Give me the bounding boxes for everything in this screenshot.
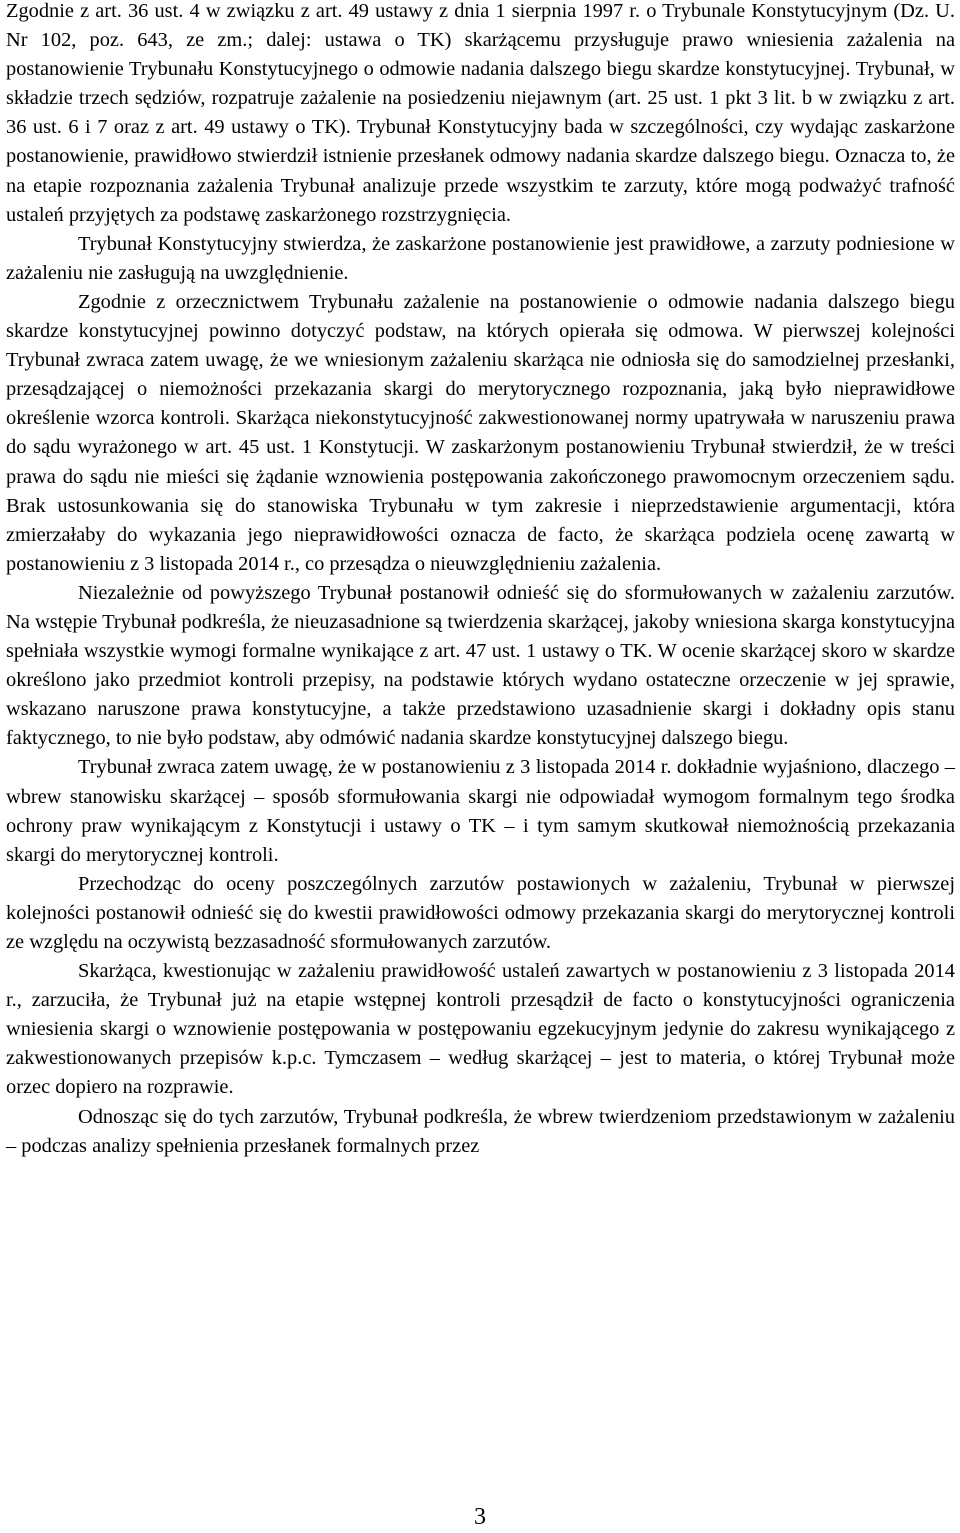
document-body bbox=[6, 0, 955, 1161]
paragraph: Trybunał zwraca zatem uwagę, że w postanowieniu z 3 listopada 2014 r. dokładnie wyjaśniono, dlaczego – wbrew stanowisku skarżącej – sposób sformułowania skargi nie odpowiadał wymogom formalnym tego środka ochrony praw wynikającym z Konstytucji i ustawy o TK – i tym samym skutkował niemożnością przekazania skargi do merytorycznej kontroli. bbox=[6, 756, 955, 866]
paragraph: Zgodnie z art. 36 ust. 4 w związku z art. 49 ustawy z dnia 1 sierpnia 1997 r. o Trybunale Konstytucyjnym (Dz. U. Nr 102, poz. 643, ze zm.; dalej: ustawa o TK) skarżącemu przysługuje prawo wniesienia zażalenia na postanowienie Trybunału Konstytucyjnego o odmowie nadania dalszego biegu skardze konstytucyjnej. Trybunał, w składzie trzech sędziów, rozpatruje zażalenie na posiedzeniu niejawnym (art. 25 ust. 1 pkt 3 lit. b w związku z art. 36 ust. 6 i 7 oraz z art. 49 ustawy o TK). Trybunał Konstytucyjny bada w szczególności, czy wydając zaskarżone postanowienie, prawidłowo stwierdził istnienie przesłanek odmowy nadania skardze dalszego biegu. Oznacza to, że na etapie rozpoznania zażalenia Trybunał analizuje przede wszystkim te zarzuty, które mogą podważyć trafność ustaleń przyjętych za podstawę zaskarżonego rozstrzygnięcia. bbox=[6, 0, 955, 226]
paragraph: Skarżąca, kwestionując w zażaleniu prawidłowość ustaleń zawartych w postanowieniu z 3 listopada 2014 r., zarzuciła, że Trybunał już na etapie wstępnej kontroli przesądził de facto o konstytucyjności ograniczenia wniesienia skargi o wznowienie postępowania w postępowaniu egzekucyjnym jedynie do zakresu wynikającego z zakwestionowanych przepisów k.p.c. Tymczasem – według skarżącej – jest to materia, o której Trybunał może orzec dopiero na rozprawie. bbox=[6, 960, 955, 1099]
paragraph: Odnosząc się do tych zarzutów, Trybunał podkreśla, że wbrew twierdzeniom przedstawionym w zażaleniu – podczas analizy spełnienia przesłanek formalnych przez bbox=[6, 1105, 955, 1157]
paragraph: Przechodząc do oceny poszczególnych zarzutów postawionych w zażaleniu, Trybunał w pierwszej kolejności postanowił odnieść się do kwestii prawidłowości odmowy przekazania skargi do merytorycznej kontroli ze względu na oczywistą bezzasadność sformułowanych zarzutów. bbox=[6, 872, 955, 953]
page-number: 3 bbox=[474, 1504, 486, 1530]
paragraph: Zgodnie z orzecznictwem Trybunału zażalenie na postanowienie o odmowie nadania dalszego biegu skardze konstytucyjnej powinno dotyczyć podstaw, na których opierała się odmowa. W pierwszej kolejności Trybunał zwraca zatem uwagę, że we wniesionym zażaleniu skarżąca nie odniosła się do samodzielnej przesłanki, przesądzającej o niemożności przekazania skargi do merytorycznego rozpoznania, jaką było nieprawidłowe określenie wzorca kontroli. Skarżąca niekonstytucyjność zakwestionowanej normy upatrywała w naruszeniu prawa do sądu wyrażonego w art. 45 ust. 1 Konstytucji. W zaskarżonym postanowieniu Trybunał stwierdził, że w treści prawa do sądu nie mieści się żądanie wznowienia postępowania zakończonego prawomocnym orzeczeniem sądu. Brak ustosunkowania się do stanowiska Trybunału w tym zakresie i nieprzedstawienie argumentacji, która zmierzałaby do wykazania jego nieprawidłowości oznacza de facto, że skarżąca podziela ocenę zawartą w postanowieniu z 3 listopada 2014 r., co przesądza o nieuwzględnieniu zażalenia. bbox=[6, 290, 955, 575]
paragraph: Niezależnie od powyższego Trybunał postanowił odnieść się do sformułowanych w zażaleniu zarzutów. Na wstępie Trybunał podkreśla, że nieuzasadnione są twierdzenia skarżącej, jakoby wniesiona skarga konstytucyjna spełniała wszystkie wymogi formalne wynikające z art. 47 ust. 1 ustawy o TK. W ocenie skarżącej skoro w skardze określono jako przedmiot kontroli przepisy, na podstawie których wydano ostateczne orzeczenie w jej sprawie, wskazano naruszone prawa konstytucyjne, a także przedstawiono uzasadnienie skargi i dokładny opis stanu faktycznego, to nie było podstaw, aby odmówić nadania skardze konstytucyjnej dalszego biegu. bbox=[6, 581, 955, 750]
paragraph: Trybunał Konstytucyjny stwierdza, że zaskarżone postanowienie jest prawidłowe, a zarzuty podniesione w zażaleniu nie zasługują na uwzględnienie. bbox=[6, 232, 955, 284]
